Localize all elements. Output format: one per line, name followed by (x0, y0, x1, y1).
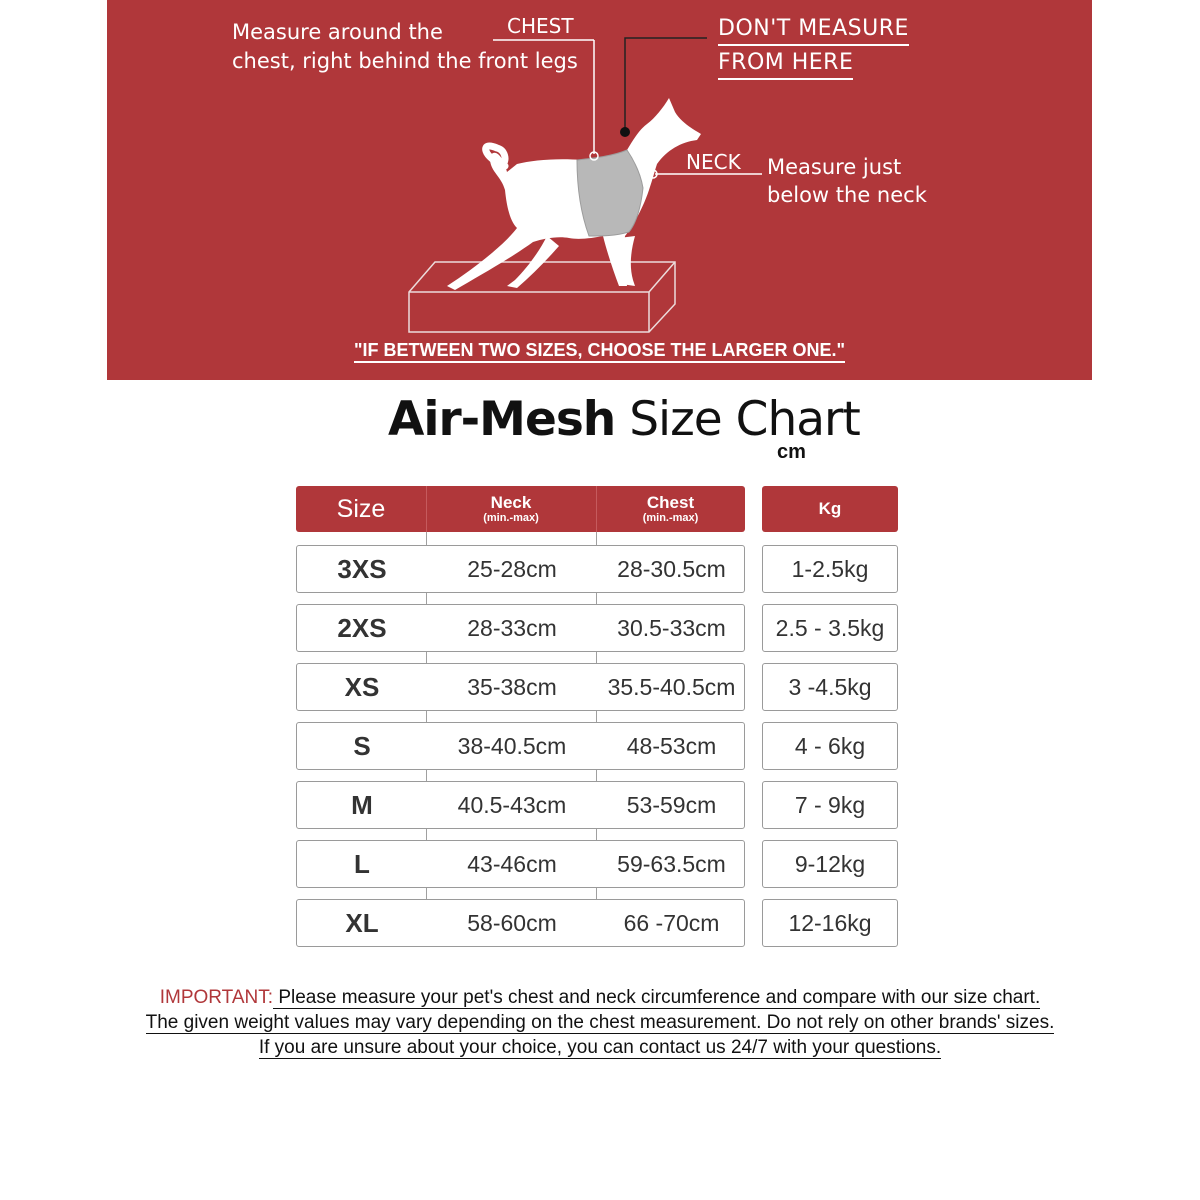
size-cell: L (354, 848, 370, 879)
neck-cell: 25-28cm (467, 555, 557, 582)
kg-cell: 9-12kg (762, 840, 898, 888)
table-row (296, 722, 745, 770)
header-neck: Neck (min.-max) (483, 493, 539, 524)
kg-cell: 12-16kg (762, 899, 898, 947)
neck-cell: 40.5-43cm (457, 791, 567, 818)
neck-cell: 28-33cm (467, 614, 557, 641)
kg-cell: 2.5 - 3.5kg (762, 604, 898, 652)
table-row (296, 781, 745, 829)
table-row (296, 604, 745, 652)
chest-cell: 53-59cm (626, 791, 717, 818)
kg-cell: 7 - 9kg (762, 781, 898, 829)
neck-cell: 58-60cm (467, 909, 557, 936)
neck-cell: 35-38cm (467, 673, 557, 700)
note-line: Please measure your pet's chest and neck circumference and compare with our size chart. (273, 987, 1041, 1008)
chest-measure-instruction: Measure around the chest, right behind the front legs (232, 20, 578, 73)
size-cell: S (353, 730, 371, 761)
chest-cell: 66 -70cm (623, 909, 720, 936)
chest-cell: 59-63.5cm (617, 850, 726, 877)
unit-label: cm (777, 441, 806, 463)
header-size: Size (336, 494, 386, 523)
table-row (296, 663, 745, 711)
neck-label: NECK (686, 150, 741, 174)
size-cell: 3XS (337, 553, 387, 584)
kg-cell: 1-2.5kg (762, 545, 898, 593)
chest-cell: 35.5-40.5cm (607, 673, 736, 700)
header-kg: Kg (762, 486, 898, 532)
size-cell: 2XS (337, 612, 387, 643)
size-cell: XS (344, 671, 380, 702)
kg-cell: 3 -4.5kg (762, 663, 898, 711)
chest-cell: 30.5-33cm (617, 614, 726, 641)
neck-cell: 38-40.5cm (457, 732, 567, 759)
dont-measure-note: DON'T MEASURE FROM HERE (718, 12, 909, 80)
size-cell: XL (345, 907, 379, 938)
table-row (296, 840, 745, 888)
kg-cell: 4 - 6kg (762, 722, 898, 770)
measurement-banner (107, 0, 1092, 380)
table-row (296, 545, 745, 593)
chest-cell: 28-30.5cm (617, 555, 726, 582)
chest-cell: 48-53cm (626, 732, 717, 759)
important-note (0, 985, 1200, 1060)
note-line: If you are unsure about your choice, you can contact us 24/7 with your questions. (258, 1037, 942, 1058)
table-header (296, 486, 745, 532)
header-chest: Chest (min.-max) (642, 493, 699, 524)
page-title: Air-Mesh Size Chart (388, 392, 860, 447)
size-cell: M (351, 789, 373, 820)
neck-measure-instruction: Measure just below the neck (767, 155, 927, 207)
note-line: The given weight values may vary depending on the chest measurement. Do not rely on other brands' sizes. (145, 1012, 1055, 1033)
size-tip: "IF BETWEEN TWO SIZES, CHOOSE THE LARGER ONE." (107, 340, 1092, 361)
chest-label: CHEST (507, 14, 574, 38)
important-label: IMPORTANT: (159, 987, 274, 1008)
neck-cell: 43-46cm (467, 850, 557, 877)
table-row (296, 899, 745, 947)
